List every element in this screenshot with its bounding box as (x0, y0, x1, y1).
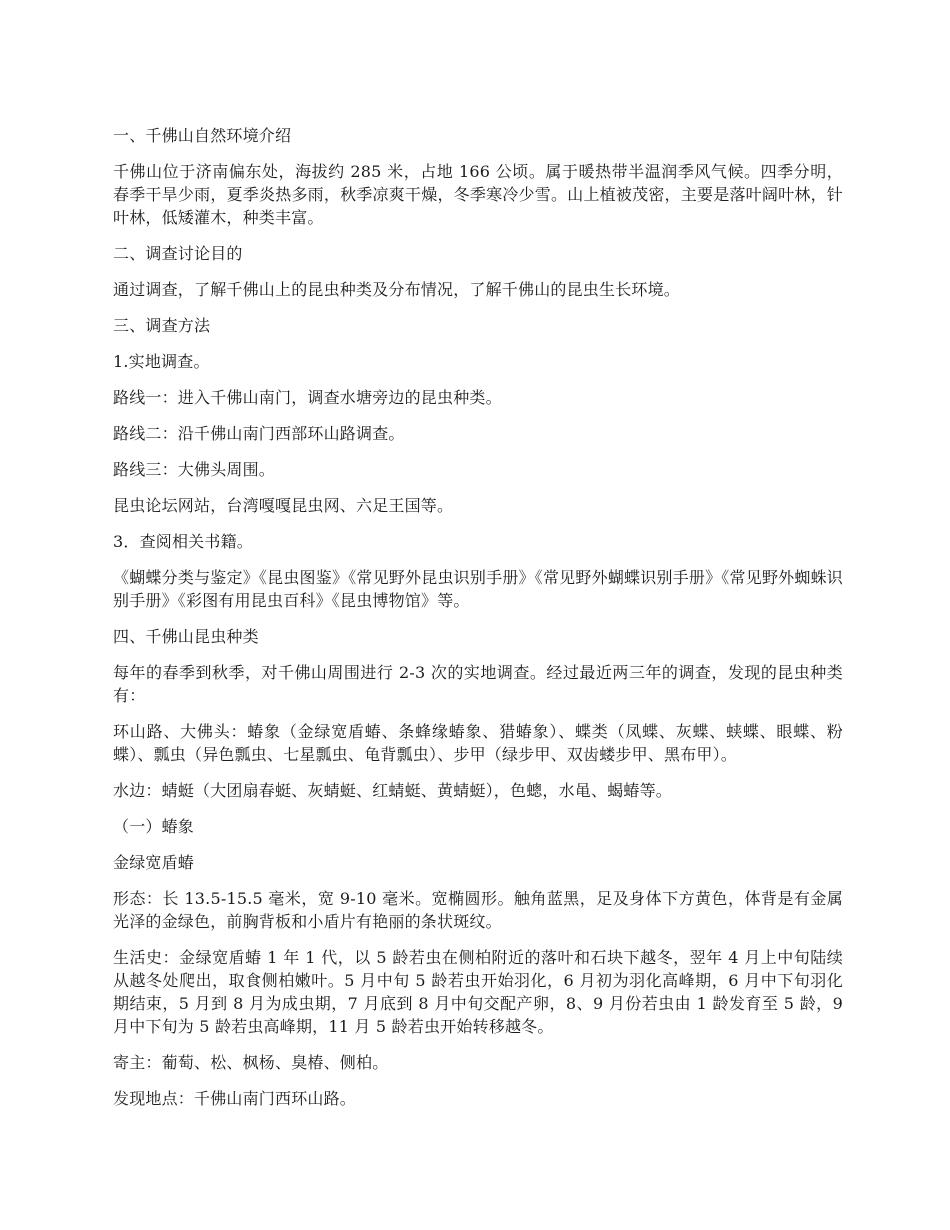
paragraph-route-one: 路线一：进入千佛山南门，调查水塘旁边的昆虫种类。 (113, 388, 502, 407)
paragraph-host-plants: 寄主：葡萄、松、枫杨、臭椿、侧柏。 (113, 1053, 389, 1072)
document-body (113, 124, 843, 1123)
paragraph-field-survey: 1.实地调查。 (113, 352, 210, 371)
paragraph-route-two: 路线二：沿千佛山南门西部环山路调查。 (113, 424, 405, 443)
paragraph-natural-environment: 千佛山位于济南偏东处，海拔约 285 米，占地 166 公顷。属于暖热带半温润季风气候。四季分明，春季干旱少雨，夏季炎热多雨，秋季凉爽干燥，冬季寒冷少雪。山上植被茂密，主要是落叶阔叶林，针叶林，低矮灌木，种类丰富。 (113, 162, 843, 227)
paragraph-discovery-location: 发现地点：千佛山南门西环山路。 (113, 1089, 357, 1108)
subheading-stink-bugs: （一）蝽象 (113, 817, 195, 836)
heading-research-purpose: 二、调查讨论目的 (113, 244, 243, 263)
paragraph-book-list: 《蝴蝶分类与鉴定》《昆虫图鉴》《常见野外昆虫识别手册》《常见野外蝴蝶识别手册》《常见野外蜘蛛识别手册》《彩图有用昆虫百科》《昆虫博物馆》等。 (113, 568, 843, 610)
paragraph-morphology: 形态：长 13.5-15.5 毫米，宽 9-10 毫米。宽椭圆形。触角蓝黑，足及身体下方黄色，体背是有金属光泽的金绿色，前胸背板和小盾片有艳丽的条状斑纹。 (113, 889, 843, 931)
paragraph-life-history: 生活史：金绿宽盾蝽 1 年 1 代，以 5 龄若虫在侧柏附近的落叶和石块下越冬，翌年 4 月上中旬陆续从越冬处爬出，取食侧柏嫩叶。5 月中旬 5 龄若虫开始羽化，6 月初为羽化高峰期，6 月中下旬羽化期结束，5 月到 8 月为成虫期，7 月底到 8 月中旬交配产卵，8、9 月份若虫由 1 龄发育至 5 龄，9 月中下旬为 5 龄若虫高峰期，11 月 5 龄若虫开始转移越冬。 (113, 948, 843, 1036)
paragraph-waterside-species: 水边：蜻蜓（大团扇春蜓、灰蜻蜓、红蜻蜓、黄蜻蜓），色蟌，水黾、蝎蝽等。 (113, 781, 673, 800)
paragraph-consult-books: 3．查阅相关书籍。 (113, 532, 253, 551)
paragraph-route-three: 路线三：大佛头周围。 (113, 460, 276, 479)
heading-insect-species: 四、千佛山昆虫种类 (113, 627, 259, 646)
paragraph-insect-websites: 昆虫论坛网站，台湾嘎嘎昆虫网、六足王国等。 (113, 496, 454, 515)
paragraph-research-purpose: 通过调查，了解千佛山上的昆虫种类及分布情况，了解千佛山的昆虫生长环境。 (113, 280, 681, 299)
heading-natural-environment: 一、千佛山自然环境介绍 (113, 126, 292, 145)
paragraph-mountain-road-species: 环山路、大佛头：蝽象（金绿宽盾蝽、条蜂缘蝽象、猎蝽象）、蝶类（凤蝶、灰蝶、蛱蝶、眼蝶、粉蝶）、瓢虫（异色瓢虫、七星瓢虫、龟背瓢虫）、步甲（绿步甲、双齿蝼步甲、黑布甲）。 (113, 722, 843, 764)
paragraph-survey-summary: 每年的春季到秋季，对千佛山周围进行 2-3 次的实地调查。经过最近两三年的调查，发现的昆虫种类有： (113, 663, 843, 705)
heading-research-method: 三、调查方法 (113, 316, 211, 335)
species-name: 金绿宽盾蝽 (113, 853, 195, 872)
